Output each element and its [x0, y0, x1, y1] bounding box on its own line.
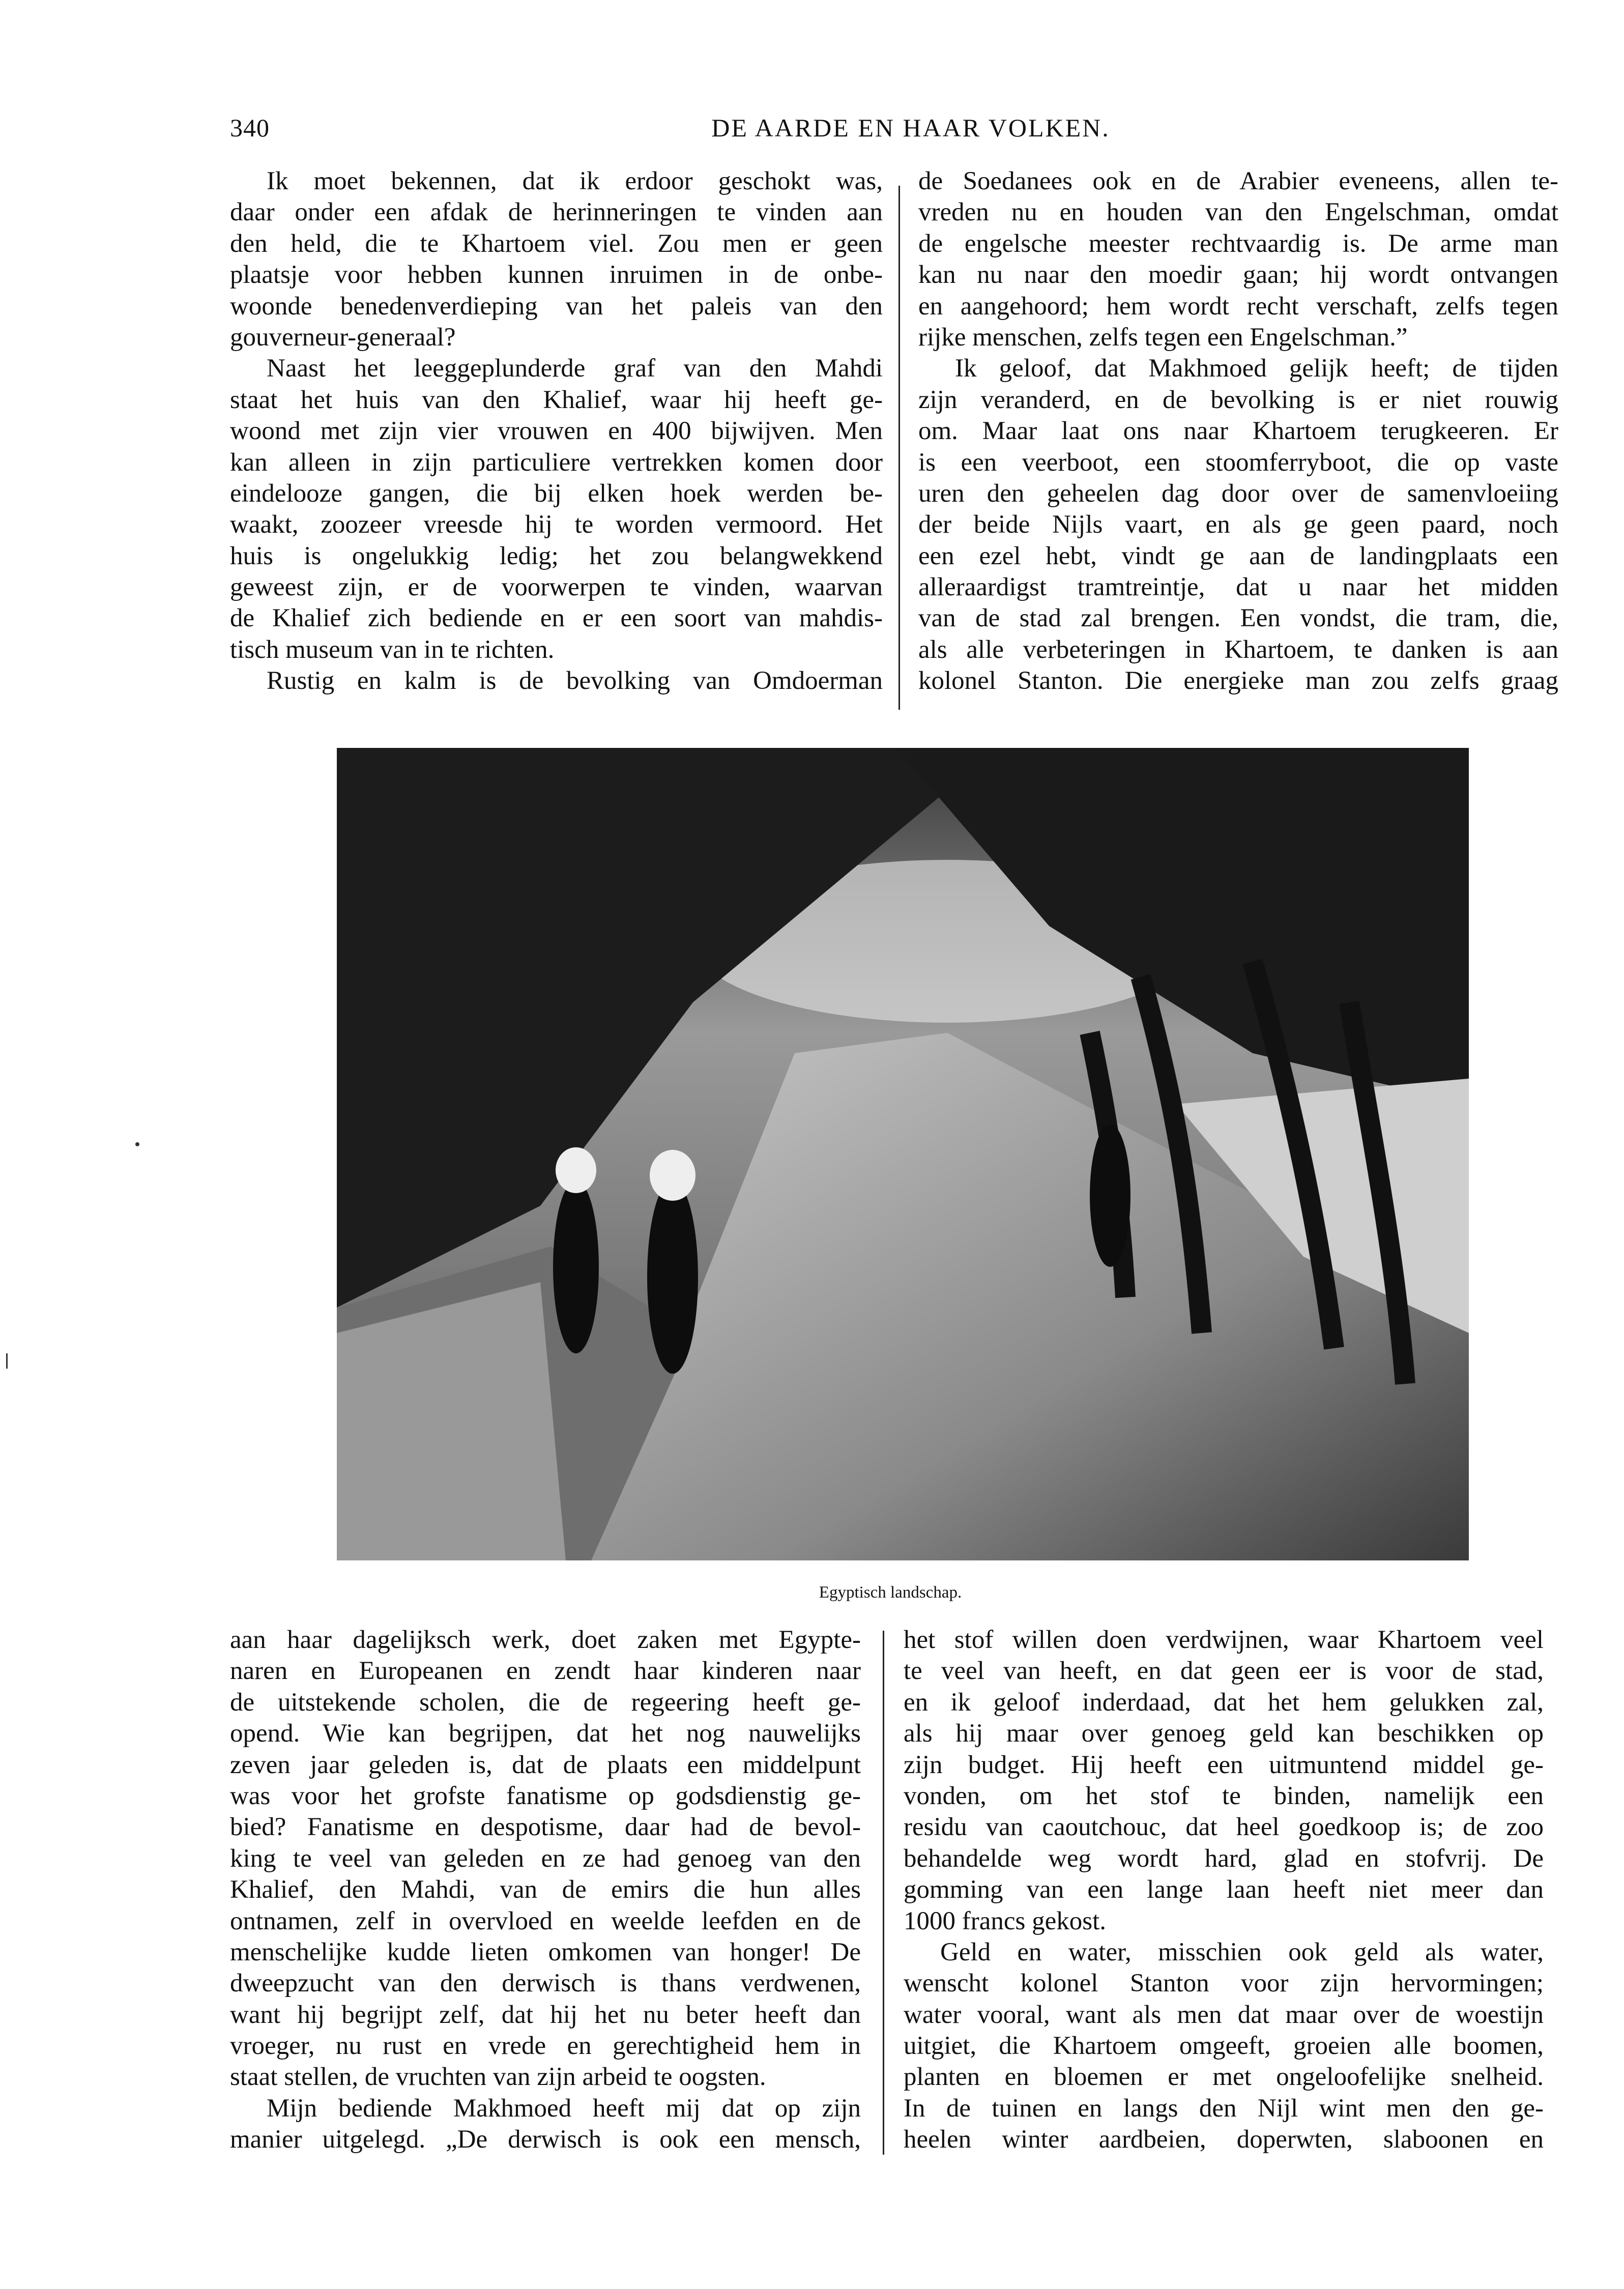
text-line: zijn budget. Hij heeft een uitmuntend middel ge-: [904, 1750, 1544, 1779]
text-line: en ik geloof inderdaad, dat het hem gelukken zal,: [904, 1688, 1544, 1717]
text-line: bied? Fanatisme en despotisme, daar had de bevol-: [230, 1813, 861, 1842]
text-line: 1000 francs gekost.: [904, 1906, 1106, 1935]
column-top-right: [918, 166, 1558, 697]
text-line: eindelooze gangen, die bij elken hoek werden be-: [230, 479, 883, 508]
landscape-photograph: [337, 748, 1469, 1560]
text-line: kolonel Stanton. Die energieke man zou zelfs graag: [918, 667, 1558, 696]
text-line: rijke menschen, zelfs tegen een Engelschman.”: [918, 323, 1408, 352]
text-line: was voor het grofste fanatisme op godsdienstig ge-: [230, 1781, 861, 1810]
text-line: de Khalief zich bediende en er een soort van mahdis-: [230, 604, 883, 633]
column-top-left: [230, 166, 883, 697]
text-line: Khalief, den Mahdi, van de emirs die hun alles: [230, 1875, 861, 1904]
text-line: de uitstekende scholen, die de regeering heeft ge-: [230, 1688, 861, 1717]
column-divider-bottom: [883, 1631, 884, 2155]
text-line: Rustig en kalm is de bevolking van Omdoerman: [267, 667, 883, 696]
running-title: DE AARDE EN HAAR VOLKEN.: [711, 113, 1110, 142]
text-line: als hij maar over genoeg geld kan beschikken op: [904, 1719, 1544, 1748]
text-line: de Soedanees ook en de Arabier eveneens, allen te-: [918, 167, 1558, 195]
text-line: daar onder een afdak de herinneringen te vinden aan: [230, 198, 883, 227]
text-line: vonden, om het stof te binden, namelijk een: [904, 1781, 1544, 1810]
text-line: uitgiet, die Khartoem omgeeft, groeien alle boomen,: [904, 2032, 1544, 2061]
text-line: Ik moet bekennen, dat ik erdoor geschokt was,: [267, 167, 883, 195]
text-line: menschelijke kudde lieten omkomen van honger! De: [230, 1937, 861, 1966]
text-line: gomming van een lange laan heeft niet meer dan: [904, 1875, 1544, 1904]
text-line: opend. Wie kan begrijpen, dat het nog nauwelijks: [230, 1719, 861, 1748]
text-line: en aangehoord; hem wordt recht verschaft, zelfs tegen: [918, 292, 1558, 321]
text-line: zijn veranderd, en de bevolking is er niet rouwig: [918, 385, 1558, 414]
text-line: huis is ongelukkig ledig; het zou belangwekkend: [230, 541, 883, 570]
text-line: staat stellen, de vruchten van zijn arbeid te oogsten.: [230, 2063, 766, 2092]
text-line: woond met zijn vier vrouwen en 400 bijwijven. Men: [230, 417, 883, 446]
text-line: der beide Nijls vaart, en als ge geen paard, noch: [918, 510, 1558, 539]
text-line: het stof willen doen verdwijnen, waar Khartoem veel: [904, 1626, 1544, 1654]
text-line: waakt, zoozeer vreesde hij te worden vermoord. Het: [230, 510, 883, 539]
text-line: king te veel van geleden en ze had genoeg van den: [230, 1844, 861, 1873]
column-divider-top: [898, 186, 900, 710]
page-number: 340: [230, 113, 270, 142]
text-line: te veel van heeft, en dat geen eer is voor de stad,: [904, 1657, 1544, 1686]
text-line: uren den geheelen dag door over de samenvloeiing: [918, 479, 1558, 508]
text-line: vroeger, nu rust en vrede en gerechtigheid hem in: [230, 2032, 861, 2061]
text-line: als alle verbeteringen in Khartoem, te danken is aan: [918, 635, 1558, 664]
figure-caption: Egyptisch landschap.: [819, 1583, 962, 1602]
text-line: heelen winter aardbeien, doperwten, slaboonen en: [904, 2125, 1544, 2154]
text-line: gouverneur-generaal?: [230, 323, 456, 352]
text-line: Geld en water, misschien ook geld als water,: [940, 1937, 1544, 1966]
text-line: den held, die te Khartoem viel. Zou men er geen: [230, 229, 883, 258]
column-bottom-right: [904, 1625, 1544, 2156]
text-line: Ik geloof, dat Makhmoed gelijk heeft; de tijden: [955, 354, 1558, 383]
text-line: woonde benedenverdieping van het paleis van den: [230, 292, 883, 321]
scan-speck: [135, 1142, 139, 1146]
text-line: zeven jaar geleden is, dat de plaats een middelpunt: [230, 1750, 861, 1779]
text-line: plaatsje voor hebben kunnen inruimen in de onbe-: [230, 260, 883, 289]
text-line: een ezel hebt, vindt ge aan de landingplaats een: [918, 541, 1558, 570]
text-line: behandelde weg wordt hard, glad en stofvrij. De: [904, 1844, 1544, 1873]
text-line: dweepzucht van den derwisch is thans verdwenen,: [230, 1969, 861, 1998]
text-line: water vooral, want als men dat maar over de woestijn: [904, 2000, 1544, 2029]
text-line: geweest zijn, er de voorwerpen te vinden, waarvan: [230, 573, 883, 602]
text-line: naren en Europeanen en zendt haar kinderen naar: [230, 1657, 861, 1686]
text-line: is een veerboot, een stoomferryboot, die op vaste: [918, 448, 1558, 477]
scan-speck: [6, 1353, 8, 1369]
text-line: de engelsche meester rechtvaardig is. De arme man: [918, 229, 1558, 258]
text-line: wenscht kolonel Stanton voor zijn hervormingen;: [904, 1969, 1544, 1998]
text-line: alleraardigst tramtreintje, dat u naar het midden: [918, 573, 1558, 602]
text-line: ontnamen, zelf in overvloed en weelde leefden en de: [230, 1906, 861, 1935]
text-line: In de tuinen en langs den Nijl wint men den ge-: [904, 2094, 1544, 2123]
text-line: want hij begrijpt zelf, dat hij het nu beter heeft dan: [230, 2000, 861, 2029]
text-line: residu van caoutchouc, dat heel goedkoop is; de zoo: [904, 1813, 1544, 1842]
text-line: manier uitgelegd. „De derwisch is ook een mensch,: [230, 2125, 861, 2154]
text-line: planten en bloemen er met ongeloofelijke snelheid.: [904, 2063, 1544, 2092]
text-line: kan nu naar den moedir gaan; hij wordt ontvangen: [918, 260, 1558, 289]
text-line: vreden nu en houden van den Engelschman, omdat: [918, 198, 1558, 227]
text-line: Mijn bediende Makhmoed heeft mij dat op zijn: [267, 2094, 861, 2123]
column-bottom-left: [230, 1625, 861, 2156]
text-line: aan haar dagelijksch werk, doet zaken met Egypte-: [230, 1626, 861, 1654]
text-line: tisch museum van in te richten.: [230, 635, 555, 664]
text-line: Naast het leeggeplunderde graf van den Mahdi: [267, 354, 883, 383]
text-line: kan alleen in zijn particuliere vertrekken komen door: [230, 448, 883, 477]
text-line: om. Maar laat ons naar Khartoem terugkeeren. Er: [918, 417, 1558, 446]
text-line: staat het huis van den Khalief, waar hij heeft ge-: [230, 385, 883, 414]
text-line: van de stad zal brengen. Een vondst, die tram, die,: [918, 604, 1558, 633]
